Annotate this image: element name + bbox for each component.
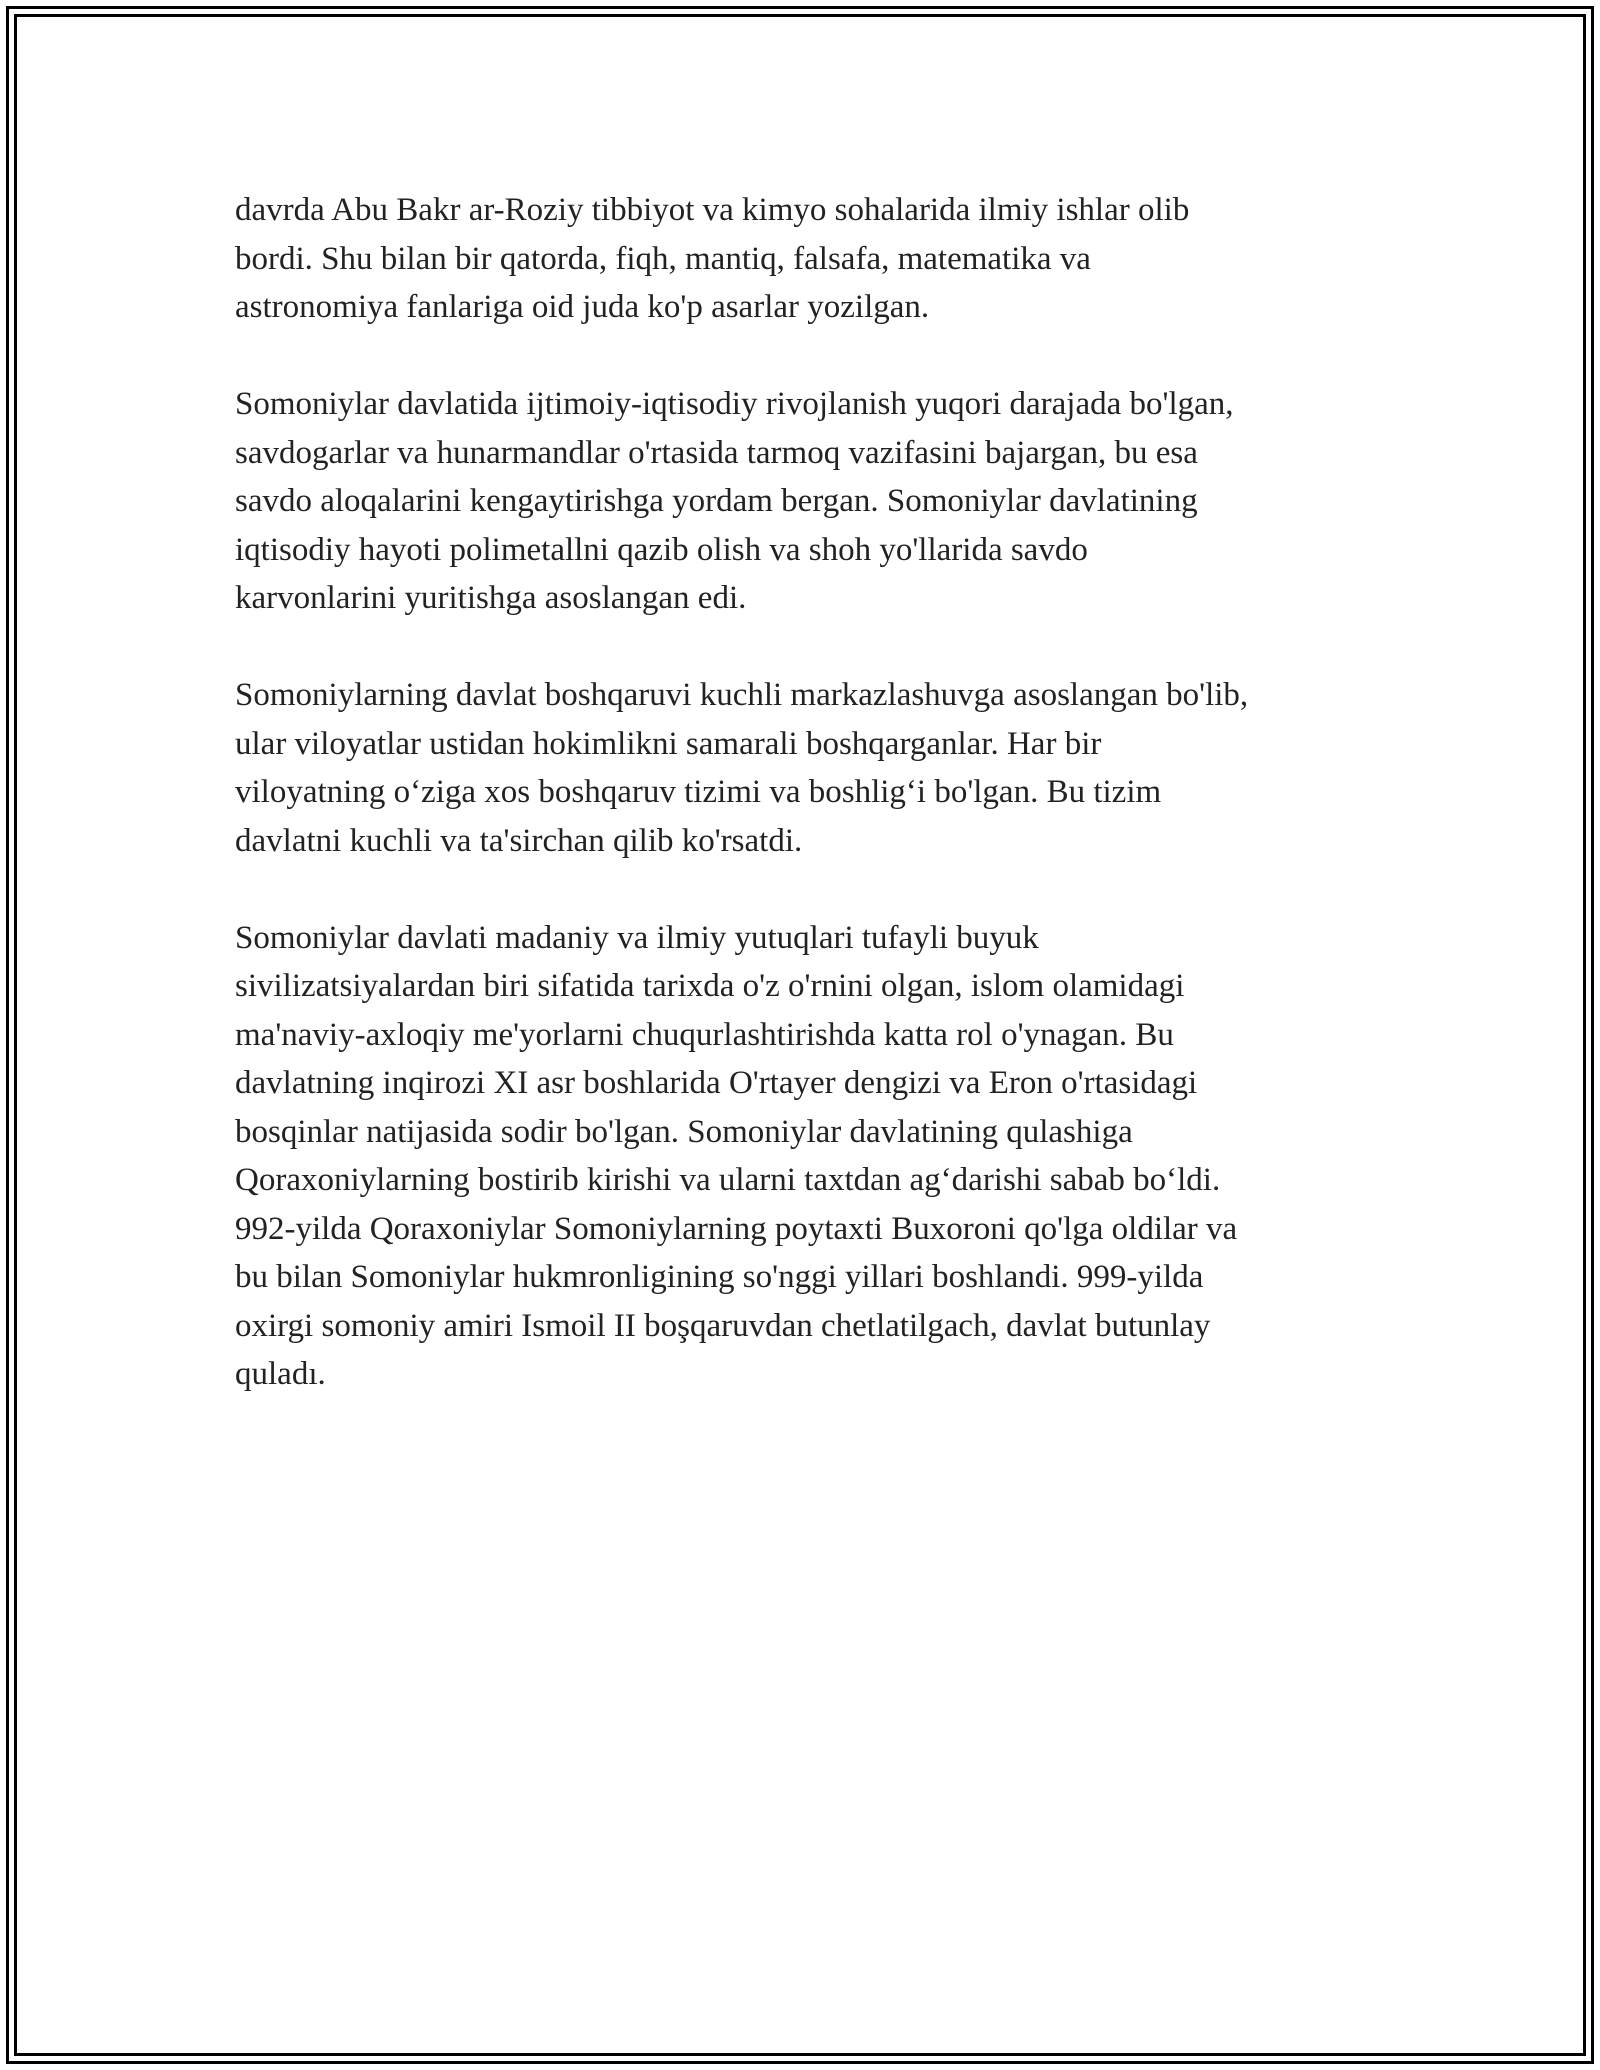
text-line: savdogarlar va hunarmandlar o'rtasida tarmoq vazifasini bajargan, bu esa (235, 434, 1198, 471)
text-line: 992-yilda Qoraxoniylar Somoniylarning poytaxti Buxoroni qo'lga oldilar va (235, 1210, 1238, 1247)
paragraph-1 (235, 186, 1385, 332)
text-line: savdo aloqalarini kengaytirishga yordam bergan. Somoniylar davlatining (235, 483, 1198, 519)
text-line: davrda Abu Bakr ar-Roziy tibbiyot va kimyo sohalarida ilmiy ishlar olib (235, 192, 1190, 228)
text-line: ular viloyatlar ustidan hokimlikni samarali boshqarganlar. Har bir (235, 725, 1102, 762)
text-line: sivilizatsiyalardan biri sifatida tarixda o'z o'rnini olgan, islom olamidagi (235, 968, 1185, 1004)
text-line: davlatning inqirozi XI asr boshlarida O'rtayer dengizi va Eron o'rtasidagi (235, 1065, 1198, 1101)
text-line: iqtisodiy hayoti polimetallni qazib olish va shoh yo'llarida savdo (235, 531, 1088, 568)
text-line: quladı. (235, 1356, 326, 1392)
paragraph-4 (235, 914, 1385, 1399)
text-line: oxirgi somoniy amiri Ismoil II boşqaruvdan chetlatilgach, davlat butunlay (235, 1307, 1211, 1344)
text-line: karvonlarini yuritishga asoslangan edi. (235, 580, 747, 616)
text-line: bosqinlar natijasida sodir bo'lgan. Somoniylar davlatining qulashiga (235, 1113, 1133, 1150)
paragraph-2 (235, 380, 1385, 623)
text-line: astronomiya fanlariga oid juda ko'p asarlar yozilgan. (235, 289, 930, 325)
text-line: Somoniylar davlati madaniy va ilmiy yutuqlari tufayli buyuk (235, 919, 1039, 956)
text-line: Qoraxoniylarning bostirib kirishi va ularni taxtdan ag‘darishi sabab bo‘ldi. (235, 1162, 1221, 1198)
text-line: Somoniylarning davlat boshqaruvi kuchli markazlashuvga asoslangan bo'lib, (235, 677, 1249, 713)
text-line: bordi. Shu bilan bir qatorda, fiqh, mantiq, falsafa, matematika va (235, 240, 1091, 277)
text-line: viloyatning o‘ziga xos boshqaruv tizimi va boshlig‘i bo'lgan. Bu tizim (235, 774, 1162, 810)
text-line: bu bilan Somoniylar hukmronligining so'nggi yillari boshlandi. 999-yilda (235, 1259, 1204, 1295)
document-body (235, 186, 1385, 1447)
paragraph-3 (235, 671, 1385, 865)
text-line: davlatni kuchli va ta'sirchan qilib ko'rsatdi. (235, 822, 803, 859)
text-line: ma'naviy-axloqiy me'yorlarni chuqurlashtirishda katta rol o'ynagan. Bu (235, 1016, 1174, 1053)
text-line: Somoniylar davlatida ijtimoiy-iqtisodiy rivojlanish yuqori darajada bo'lgan, (235, 386, 1234, 422)
